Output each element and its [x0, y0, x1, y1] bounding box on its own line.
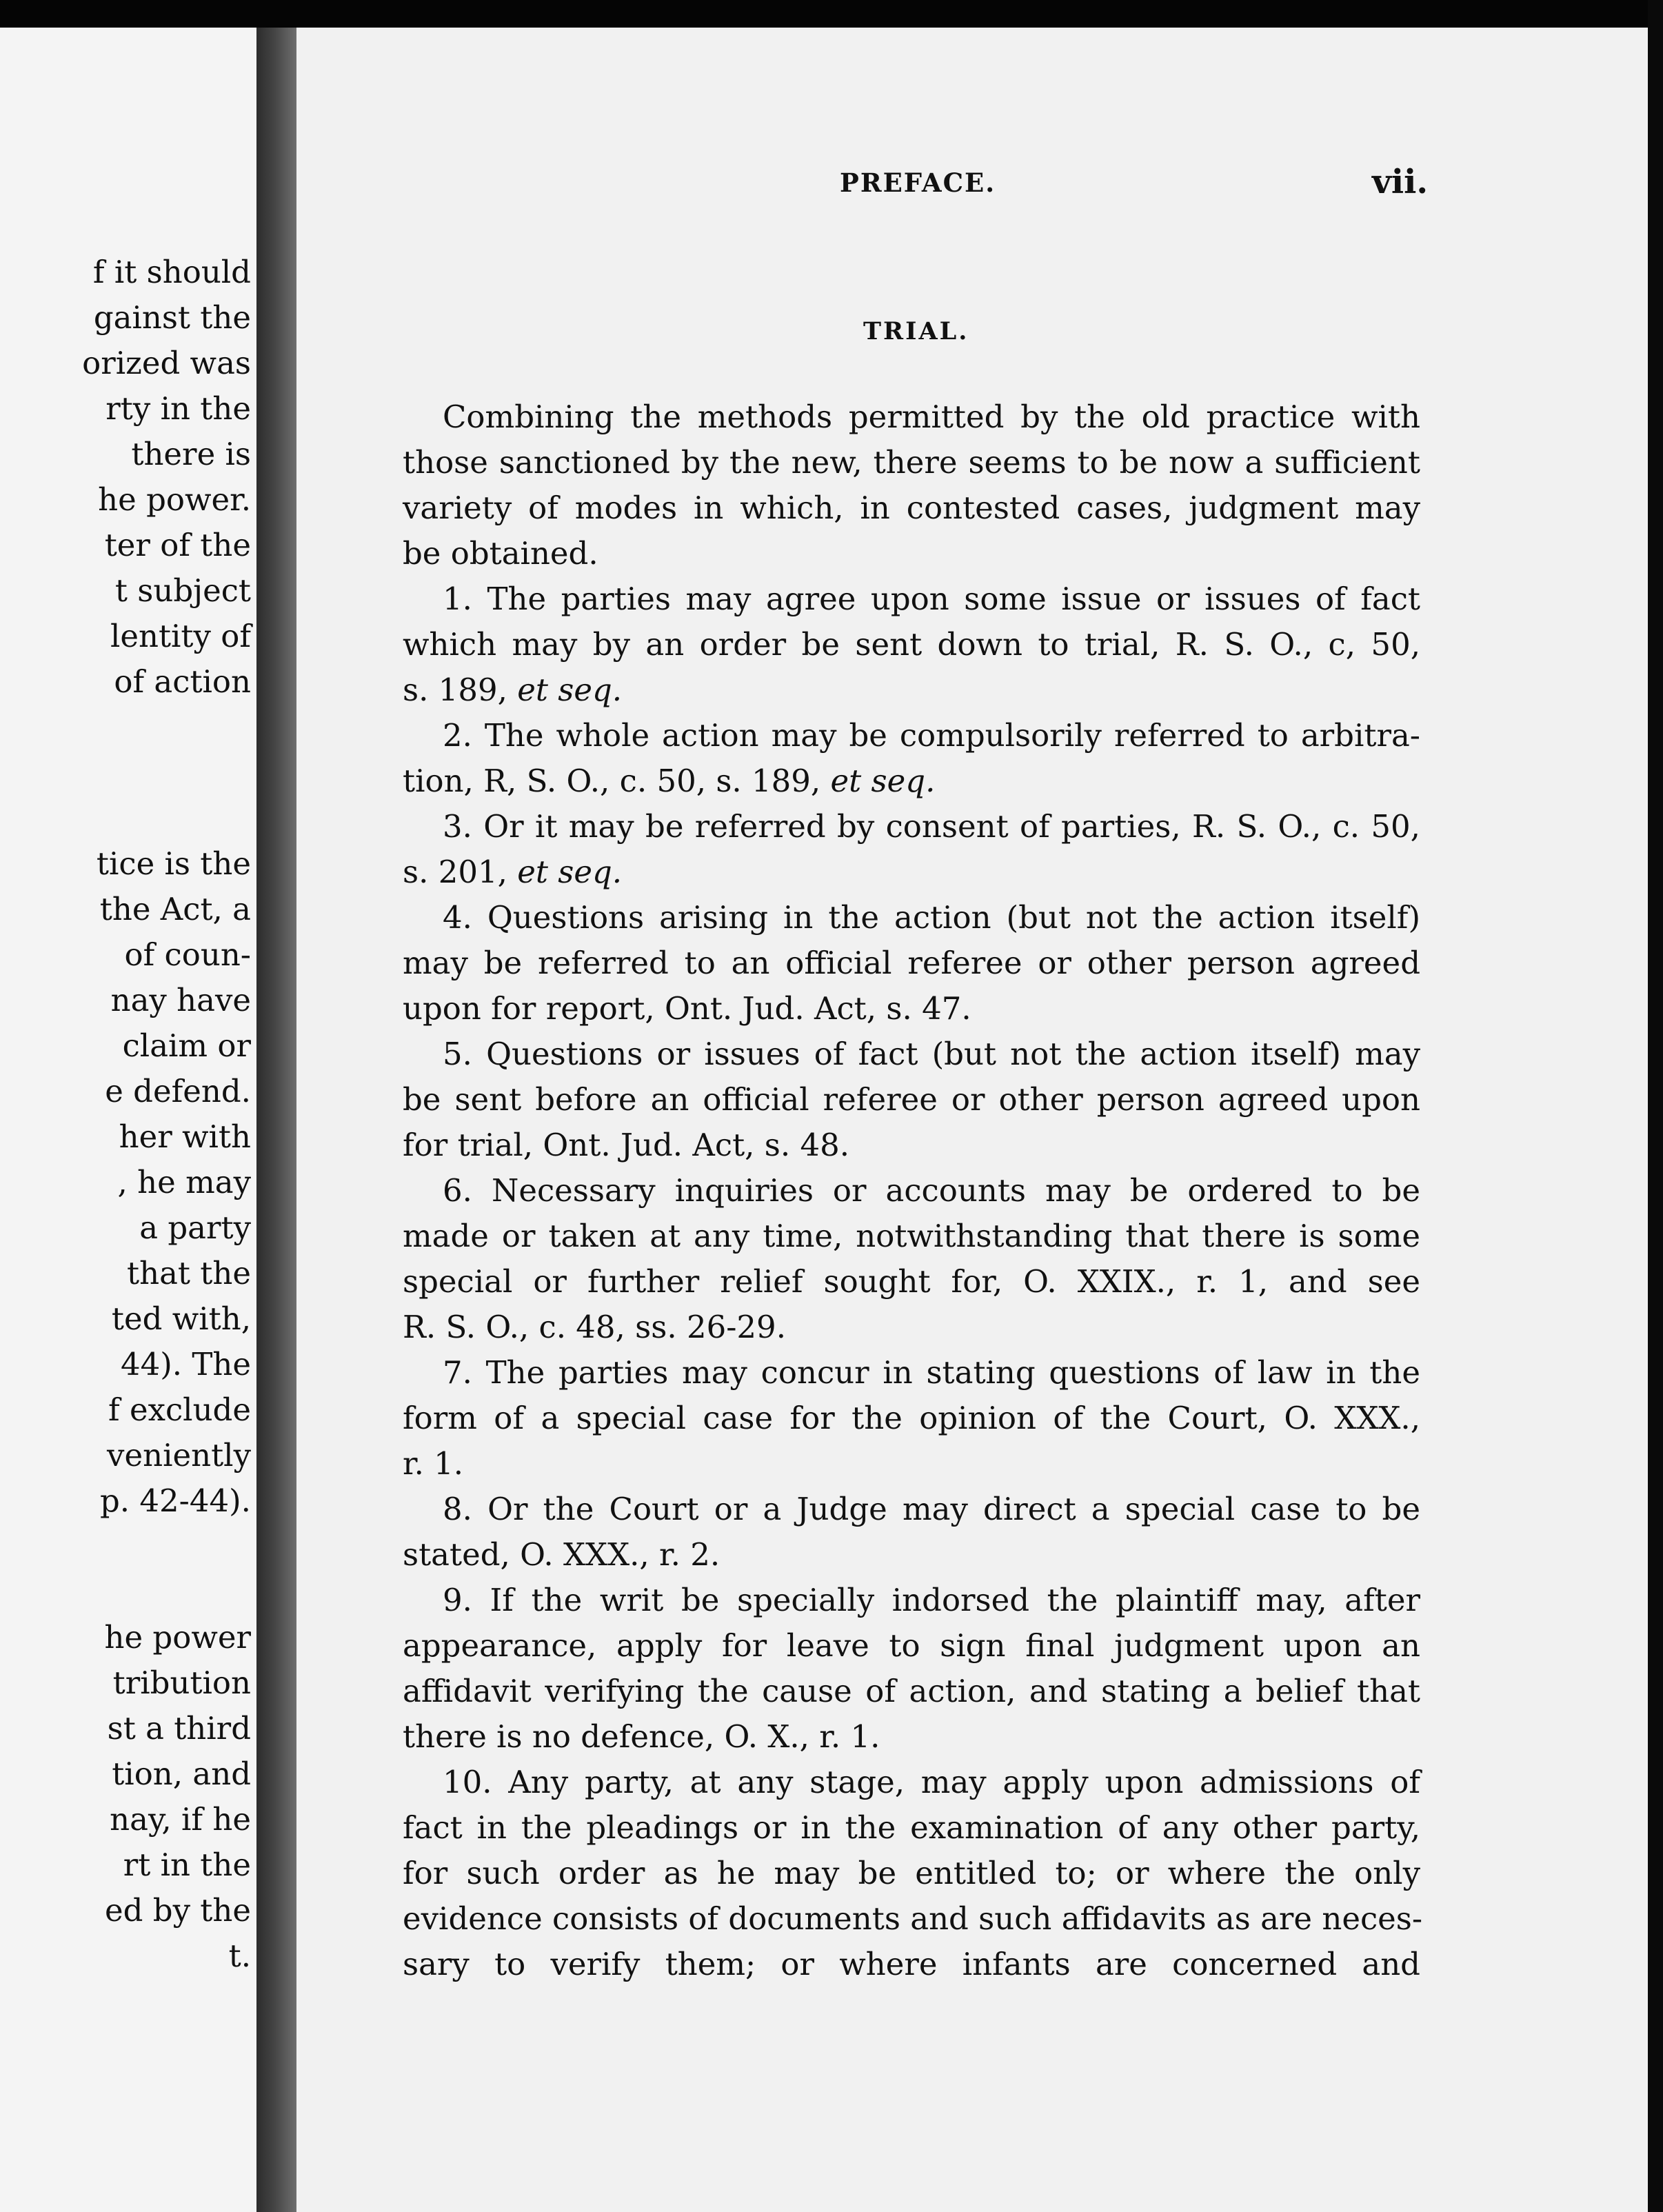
left-page-line: of coun-: [124, 936, 251, 973]
body-line: 10. Any party, at any stage, may apply upon admissions of: [443, 1764, 1420, 1800]
left-page-line: e defend.: [105, 1073, 251, 1109]
left-page-line: there is: [131, 436, 251, 472]
body-line: 5. Questions or issues of fact (but not the action itself) may: [443, 1036, 1420, 1072]
page-number: vii.: [1372, 163, 1429, 201]
left-page-line: lentity of: [110, 618, 251, 654]
body-line: fact in the pleadings or in the examination of any other party,: [403, 1809, 1420, 1846]
body-line: tion, R, S. O., c. 50, s. 189, et seq.: [403, 763, 936, 799]
left-page-line: that the: [127, 1255, 251, 1291]
body-line: be sent before an official referee or other person agreed upon: [403, 1081, 1420, 1118]
body-line: evidence consists of documents and such affidavits as are neces-: [403, 1900, 1423, 1937]
body-line: 6. Necessary inquiries or accounts may be ordered to be: [443, 1172, 1420, 1209]
body-line: may be referred to an official referee or other person agreed: [403, 945, 1420, 981]
body-line: 2. The whole action may be compulsorily referred to arbitra-: [443, 717, 1420, 754]
italic-et-seq: et seq.: [517, 854, 623, 890]
left-page-line: f it should: [92, 254, 251, 290]
left-page-line: f exclude: [108, 1391, 251, 1428]
body-line: affidavit verifying the cause of action, and stating a belief that: [403, 1673, 1420, 1709]
left-page-line: ted with,: [111, 1300, 251, 1337]
body-line: s. 201, et seq.: [403, 854, 623, 890]
left-page-line: tribution: [112, 1665, 251, 1701]
body-text: [403, 394, 1423, 1987]
body-line: 8. Or the Court or a Judge may direct a special case to be: [443, 1491, 1420, 1527]
body-line: 4. Questions arising in the action (but not the action itself): [443, 899, 1420, 936]
body-line: which may by an order be sent down to trial, R. S. O., c, 50,: [403, 626, 1420, 663]
left-page-line: a party: [139, 1209, 251, 1246]
left-page-line: ed by the: [105, 1892, 251, 1929]
left-page-line: nay, if he: [110, 1801, 251, 1838]
page-edge: [1648, 0, 1663, 2212]
book-gutter: [256, 28, 301, 2212]
left-page-line: of action: [114, 663, 251, 700]
left-page-line: tion, and: [112, 1756, 251, 1792]
italic-et-seq: et seq.: [830, 763, 936, 799]
section-heading: TRIAL.: [863, 317, 969, 345]
left-page-line: the Act, a: [99, 891, 251, 927]
left-page-line: st a third: [107, 1710, 251, 1747]
left-page-line: veniently: [107, 1437, 251, 1474]
left-page-line: tice is the: [96, 845, 251, 882]
body-line: 3. Or it may be referred by consent of parties, R. S. O., c. 50,: [443, 808, 1420, 845]
body-line: made or taken at any time, notwithstanding that there is some: [403, 1218, 1420, 1254]
left-page-line: t.: [228, 1938, 251, 1974]
body-line: form of a special case for the opinion of the Court, O. XXX.,: [403, 1400, 1420, 1436]
body-line: for such order as he may be entitled to; or where the only: [403, 1855, 1420, 1891]
left-page-line: , he may: [117, 1164, 251, 1200]
left-page-line: rty in the: [105, 390, 251, 427]
body-line: appearance, apply for leave to sign final judgment upon an: [403, 1627, 1420, 1664]
italic-et-seq: et seq.: [517, 672, 623, 708]
body-line: s. 189, et seq.: [403, 672, 623, 708]
left-page-line: he power: [104, 1619, 251, 1656]
body-line: Combining the methods permitted by the old practice with: [443, 399, 1420, 435]
left-page-line: 44). The: [120, 1346, 251, 1382]
body-line: those sanctioned by the new, there seems to be now a sufficient: [403, 444, 1420, 481]
body-line: upon for report, Ont. Jud. Act, s. 47.: [403, 990, 971, 1027]
left-facing-page: [0, 28, 256, 2212]
left-page-line: ter of the: [104, 527, 251, 563]
body-line: 7. The parties may concur in stating questions of law in the: [443, 1354, 1420, 1391]
body-line: sary to verify them; or where infants are concerned and: [403, 1946, 1420, 1982]
running-header-title: PREFACE.: [840, 168, 996, 198]
body-line: 9. If the writ be specially indorsed the plaintiff may, after: [443, 1582, 1420, 1618]
left-page-line: p. 42-44).: [99, 1482, 251, 1519]
body-line: variety of modes in which, in contested cases, judgment may: [403, 490, 1420, 526]
body-line: special or further relief sought for, O. XXIX., r. 1, and see: [403, 1263, 1420, 1300]
body-line: r. 1.: [403, 1445, 464, 1482]
left-page-line: gainst the: [93, 299, 251, 336]
left-page-line: rt in the: [123, 1847, 251, 1883]
body-line: R. S. O., c. 48, ss. 26-29.: [403, 1309, 786, 1345]
left-page-line: t subject: [114, 572, 251, 609]
body-line: for trial, Ont. Jud. Act, s. 48.: [403, 1127, 850, 1163]
left-page-line: he power.: [98, 481, 251, 518]
left-page-line: orized was: [82, 345, 251, 381]
body-line: there is no defence, O. X., r. 1.: [403, 1718, 880, 1755]
left-page-line: her with: [119, 1118, 251, 1155]
left-page-line: nay have: [110, 982, 251, 1018]
body-line: be obtained.: [403, 535, 598, 572]
left-page-line: claim or: [122, 1027, 251, 1064]
body-line: stated, O. XXX., r. 2.: [403, 1536, 720, 1573]
body-line: 1. The parties may agree upon some issue or issues of fact: [443, 581, 1420, 617]
